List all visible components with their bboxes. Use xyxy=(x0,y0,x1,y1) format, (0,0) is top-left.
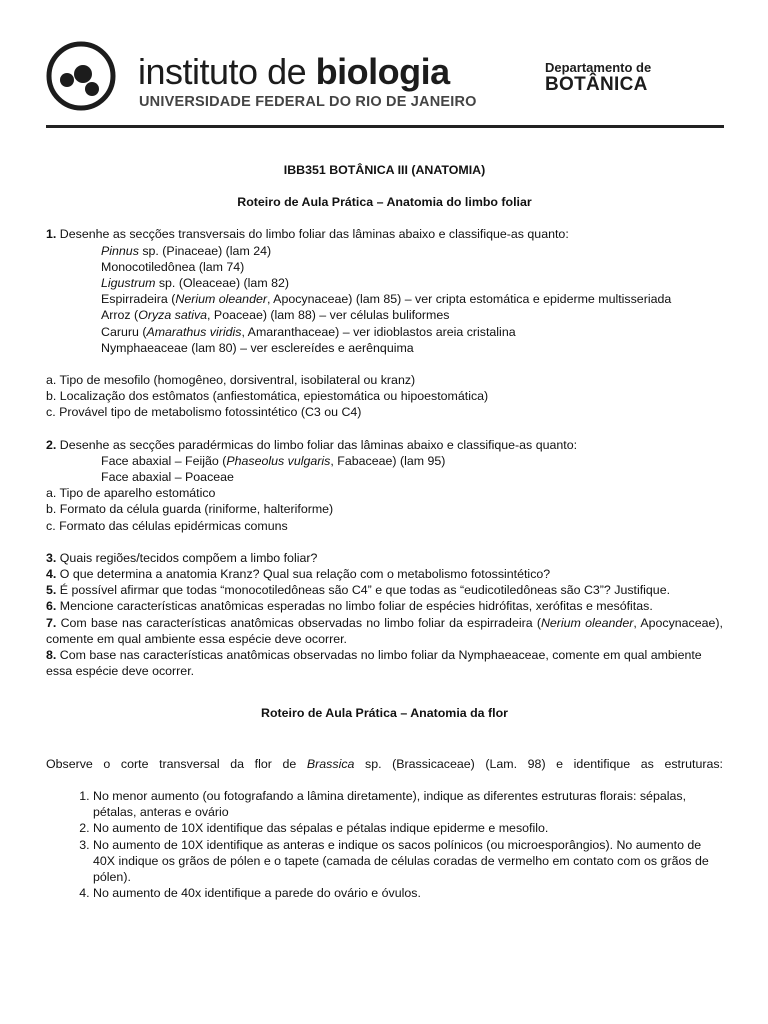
flower-task-item: 1. No menor aumento (ou fotografando a lâmina diretamente), indique as diferentes estruturas florais: sépalas, pétalas, anteras e ovário xyxy=(93,788,723,820)
slide-list-1 xyxy=(46,243,723,356)
slide-item-3: Ligustrum sp. (Oleaceae) (lam 82) xyxy=(101,276,289,291)
question-3: 3. Quais regiões/tecidos compõem a limbo foliar? xyxy=(46,550,318,565)
slide-item-7: Nymphaeaceae (lam 80) – ver esclereídes e aerênquima xyxy=(101,340,414,355)
paradermal-slide-item-2: Face abaxial – Poaceae xyxy=(101,470,234,485)
question-6: 6. Mencione características anatômicas esperadas no limbo foliar de espécies hidrófitas, xerófitas e mesófitas. xyxy=(46,599,653,614)
flower-task-item: 3. No aumento de 10X identifique as anteras e indique os sacos polínicos (ou microesporângios). No aumento de 40X indique os grãos de pólen e o tapete (camada de células coradas de vermelho em contato com os grãos de pólen). xyxy=(93,837,723,886)
course-title: IBB351 BOTÂNICA III (ANATOMIA) xyxy=(283,163,486,177)
slide-item-4: Espirradeira (Nerium oleander, Apocynaceae) (lam 85) – ver cripta estomática e epiderme multisseriada xyxy=(101,292,672,307)
criterion-item-1: a. Tipo de mesofilo (homogêneo, dorsiventral, isobilateral ou kranz) xyxy=(46,373,416,388)
page-header xyxy=(0,0,768,130)
flower-task-item: 2. No aumento de 10X identifique das sépalas e pétalas indique epiderme e mesofilo. xyxy=(93,820,723,836)
flower-task-list xyxy=(46,788,723,901)
slide-item-1: Pinnus sp. (Pinaceae) (lam 24) xyxy=(101,243,272,258)
question-4: 4. O que determina a anatomia Kranz? Qual sua relação com o metabolismo fotossintético? xyxy=(46,567,551,582)
department-name: BOTÂNICA xyxy=(545,74,648,95)
paradermal-criterion-item-2: b. Formato da célula guarda (riniforme, halteriforme) xyxy=(46,502,334,517)
criteria-list-2 xyxy=(46,485,723,534)
criteria-list-1 xyxy=(46,372,723,421)
question-7: 7. Com base nas características anatômicas observadas no limbo foliar da espirradeira (Nerium oleander, Apocynaceae), comente em qual ambiente essa espécie deve ocorrer. xyxy=(46,615,723,646)
slide-item-6: Caruru (Amarathus viridis, Amaranthaceae) – ver idioblastos areia cristalina xyxy=(101,324,516,339)
flower-task-item: 4. No aumento de 40x identifique a parede do ovário e óvulos. xyxy=(93,885,723,901)
question-1: 1. Desenhe as secções transversais do limbo foliar das lâminas abaixo e classifique-as quanto: xyxy=(46,227,569,242)
slide-item-5: Arroz (Oryza sativa, Poaceae) (lam 88) – ver células buliformes xyxy=(101,308,450,323)
institute-logo-icon xyxy=(45,40,119,112)
slide-item-2: Monocotiledônea (lam 74) xyxy=(101,259,245,274)
paradermal-slide-item-1: Face abaxial – Feijão (Phaseolus vulgaris, Fabaceae) (lam 95) xyxy=(101,453,446,468)
slide-list-2 xyxy=(46,453,723,485)
institute-name: instituto de biologia xyxy=(138,51,450,92)
university-name: UNIVERSIDADE FEDERAL DO RIO DE JANEIRO xyxy=(139,94,477,110)
question-2: 2. Desenhe as secções paradérmicas do limbo foliar das lâminas abaixo e classifique-as quanto: xyxy=(46,437,578,452)
question-5: 5. É possível afirmar que todas “monocotiledôneas são C4” e que todas as “eudicotiledôneas são C3”? Justifique. xyxy=(46,583,671,598)
criterion-item-3: c. Provável tipo de metabolismo fotossintético (C3 ou C4) xyxy=(46,405,362,420)
document-body xyxy=(46,162,723,901)
paradermal-criterion-item-3: c. Formato das células epidérmicas comuns xyxy=(46,518,288,533)
section2-title: Roteiro de Aula Prática – Anatomia da flor xyxy=(261,706,508,721)
section1-title: Roteiro de Aula Prática – Anatomia do limbo foliar xyxy=(237,195,532,210)
department-label: Departamento de xyxy=(545,60,652,75)
paradermal-criterion-item-1: a. Tipo de aparelho estomático xyxy=(46,486,216,501)
question-8: 8. Com base nas características anatômicas observadas no limbo foliar da Nymphaeaceae, comente em qual ambiente essa espécie deve ocorrer. xyxy=(46,648,702,679)
flower-intro: Observe o corte transversal da flor de Brassica sp. (Brassicaceae) (Lam. 98) e identifique as estruturas: xyxy=(46,756,723,771)
header-divider xyxy=(46,125,724,128)
criterion-item-2: b. Localização dos estômatos (anfiestomática, epiestomática ou hipoestomática) xyxy=(46,389,489,404)
